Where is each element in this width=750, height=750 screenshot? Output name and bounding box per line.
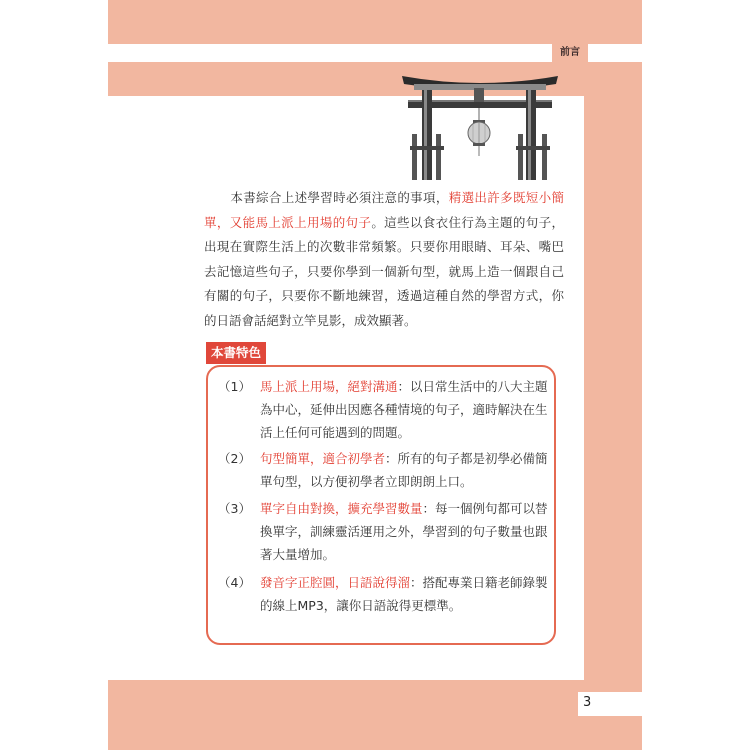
torii-gate-illustration: [400, 70, 560, 182]
feature-number: （4）: [218, 575, 251, 590]
top-band: [108, 0, 642, 44]
feature-number: （3）: [218, 501, 251, 516]
feature-body: ：每一個例句都可以替換單字，訓練靈活運用之外，學習到的句子數量也跟著大量增加。: [260, 501, 548, 562]
feature-title: 馬上派上用場，絕對溝通: [260, 379, 398, 394]
page-number: 3: [583, 695, 592, 710]
feature-body: ：所有的句子都是初學必備簡單句型，以方便初學者立即朗朗上口。: [260, 451, 548, 489]
features-label: 本書特色: [206, 342, 266, 364]
feature-title: 單字自由對換，擴充學習數量: [260, 501, 423, 516]
feature-number: （1）: [218, 379, 251, 394]
feature-title: 發音字正腔圓，日語說得溜: [260, 575, 411, 590]
feature-number: （2）: [218, 451, 251, 466]
features-box: [206, 365, 556, 645]
intro-highlight: 精選出許多既短小簡單，又能馬上派上用場的句子: [204, 190, 564, 230]
intro-paragraph: [204, 186, 564, 333]
feature-text: [260, 447, 548, 493]
feature-body: ：搭配專業日籍老師錄製的線上MP3，讓你日語說得更標準。: [260, 575, 548, 613]
feature-title: 句型簡單，適合初學者: [260, 451, 386, 466]
side-strip: [584, 96, 642, 680]
header-band: [108, 62, 642, 96]
book-page: [108, 0, 642, 750]
feature-text: [260, 375, 548, 444]
intro-text-start: 本書綜合上述學習時必須注意的事項，: [230, 190, 449, 205]
feature-text: [260, 497, 548, 566]
bottom-band: [108, 680, 642, 750]
section-tag: 前言: [552, 44, 588, 62]
feature-body: ：以日常生活中的八大主題為中心，延伸出因應各種情境的句子，適時解決在生活上任何可能遇到的問題。: [260, 379, 548, 440]
intro-text-rest: 。這些以食衣住行為主題的句子，出現在實際生活上的次數非常頻繁。只要你用眼睛、耳朵、嘴巴去記憶這些句子，只要你學到一個新句型，就馬上造一個跟自己有關的句子，只要你不斷地練習，透過這種自然的學習方式，你的日語會話絕對立竿見影，成效顯著。: [204, 214, 564, 328]
feature-text: [260, 571, 548, 617]
